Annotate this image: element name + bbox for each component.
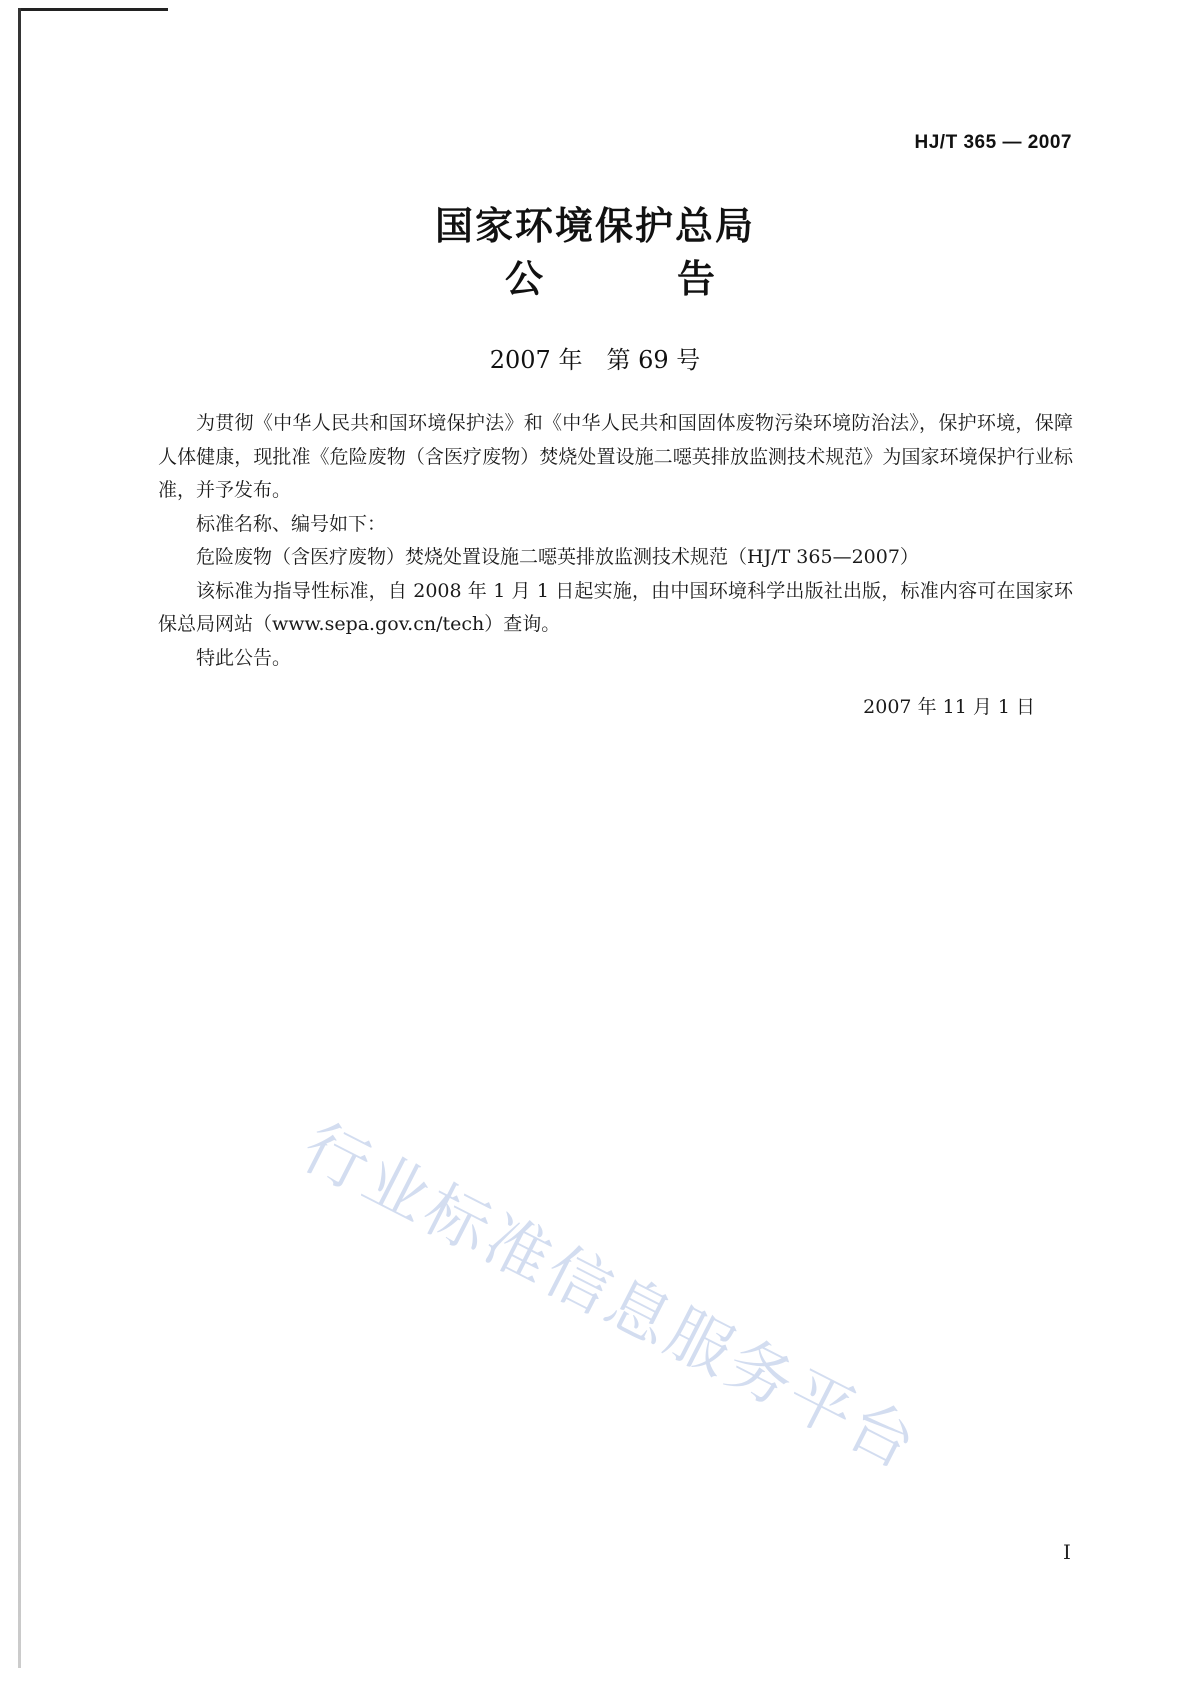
scan-edge-left — [18, 8, 21, 1668]
announcement-body — [158, 407, 1073, 675]
paragraph-purpose: 为贯彻《中华人民共和国环境保护法》和《中华人民共和国固体废物污染环境防治法》，保护环境，保障人体健康，现批准《危险废物（含医疗废物）焚烧处置设施二噁英排放监测技术规范》为国家环境保护行业标准，并予发布。 — [158, 412, 1073, 501]
paragraph-standard-name: 危险废物（含医疗废物）焚烧处置设施二噁英排放监测技术规范（HJ/T 365—2007） — [196, 546, 919, 568]
paragraph-implementation: 该标准为指导性标准，自 2008 年 1 月 1 日起实施，由中国环境科学出版社出版，标准内容可在国家环保总局网站（www.sepa.gov.cn/tech）查询。 — [158, 579, 1073, 635]
page-number: I — [1063, 1540, 1071, 1564]
scan-edge-top — [18, 8, 168, 11]
announcement-date: 2007 年 11 月 1 日 — [863, 696, 1035, 718]
paragraph-closing: 特此公告。 — [196, 646, 292, 669]
document-type: 公 告 — [505, 257, 715, 301]
issue-number: 2007 年 第 69 号 — [489, 346, 701, 374]
standard-code: HJ/T 365 — 2007 — [914, 132, 1072, 153]
watermark: 行业标准信息服务平台 — [290, 1110, 930, 1486]
paragraph-standard-intro: 标准名称、编号如下： — [196, 512, 387, 535]
agency-title: 国家环境保护总局 — [434, 204, 755, 248]
